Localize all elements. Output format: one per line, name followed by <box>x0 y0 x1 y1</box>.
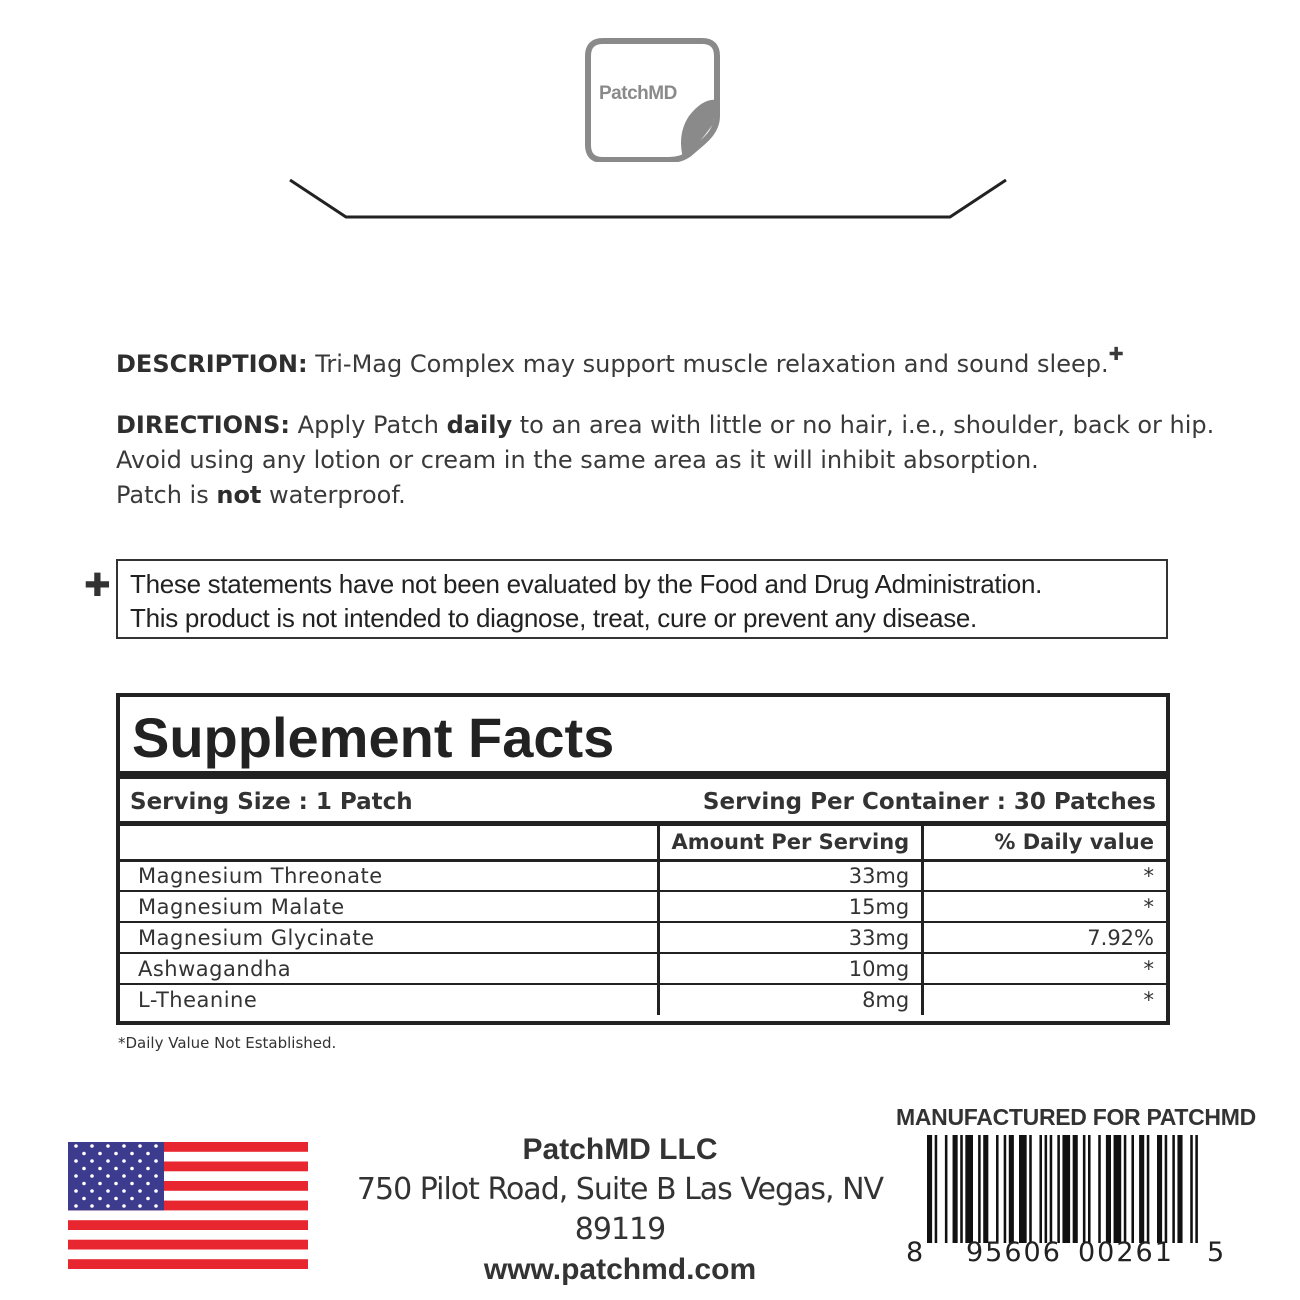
barcode-bar <box>1172 1135 1175 1243</box>
ingredient-amount: 8mg <box>658 984 923 1015</box>
barcode-bar <box>1147 1135 1150 1243</box>
ingredient-name: Magnesium Malate <box>120 891 658 922</box>
flag-star <box>74 1204 78 1208</box>
table-row <box>120 953 1166 984</box>
flag-star <box>138 1144 142 1148</box>
flag-star <box>114 1167 118 1171</box>
directions-text: Apply Patch <box>297 411 439 439</box>
flag-star <box>122 1144 126 1148</box>
barcode-bar <box>1131 1135 1134 1243</box>
barcode-bar <box>1088 1135 1091 1243</box>
directions-text: Patch is <box>116 481 209 509</box>
barcode-bar <box>1195 1135 1198 1243</box>
flag-star <box>138 1204 142 1208</box>
flag-star <box>154 1159 158 1163</box>
barcode-bar <box>935 1135 938 1243</box>
barcode-bar <box>1177 1135 1182 1243</box>
ingredient-dv: * <box>923 984 1166 1015</box>
table-row <box>120 984 1166 1015</box>
table-row <box>120 922 1166 953</box>
ingredient-name: Magnesium Threonate <box>120 860 658 891</box>
ingredient-dv: * <box>923 891 1166 922</box>
barcode-bar <box>1165 1135 1168 1243</box>
barcode-bar <box>1106 1135 1111 1243</box>
directions-emphasis: daily <box>446 411 513 439</box>
plus-icon: ✚ <box>84 566 111 604</box>
supplement-facts-panel <box>116 693 1170 1025</box>
barcode-bar <box>1045 1135 1048 1243</box>
flag-star <box>138 1189 142 1193</box>
ingredient-dv: * <box>923 953 1166 984</box>
flag-star <box>130 1182 134 1186</box>
flag-star <box>98 1152 102 1156</box>
barcode-bar <box>1050 1135 1053 1243</box>
company-name: PatchMD LLC <box>522 1133 718 1166</box>
flag-star <box>98 1182 102 1186</box>
serving-size: Serving Size : 1 Patch <box>130 789 413 815</box>
ingredient-dv: * <box>923 860 1166 891</box>
barcode-bar <box>1009 1135 1014 1243</box>
ingredient-name: L-Theanine <box>138 988 258 1012</box>
supplement-facts-table <box>120 826 1166 1015</box>
barcode-bar <box>1019 1135 1027 1243</box>
ingredient-amount: 33mg <box>658 860 923 891</box>
barcode-bar <box>1157 1135 1162 1243</box>
flag-star <box>74 1144 78 1148</box>
barcode-digit: 5 <box>1207 1237 1225 1268</box>
package-outline <box>0 0 1300 240</box>
flag-star <box>122 1174 126 1178</box>
flag-star <box>146 1167 150 1171</box>
barcode-bar <box>1124 1135 1127 1243</box>
barcode-bar <box>960 1135 963 1243</box>
barcode-bar <box>1057 1135 1060 1243</box>
footnote: *Daily Value Not Established. <box>118 1034 337 1052</box>
flag-star <box>154 1204 158 1208</box>
flag-star <box>146 1182 150 1186</box>
barcode-digits-right: 00261 <box>1078 1237 1174 1268</box>
barcode-bar <box>1039 1135 1042 1243</box>
barcode-bar <box>1098 1135 1101 1243</box>
barcode-bar <box>927 1135 932 1243</box>
table-row <box>120 891 1166 922</box>
flag-star <box>90 1204 94 1208</box>
flag-star <box>114 1182 118 1186</box>
flag-star <box>90 1189 94 1193</box>
flag-star <box>82 1197 86 1201</box>
fda-line-1: These statements have not been evaluated by the Food and Drug Administration. <box>130 569 1043 599</box>
barcode-bar <box>1139 1135 1144 1243</box>
ingredient-name: Ashwagandha <box>120 953 658 984</box>
flag-star <box>146 1152 150 1156</box>
ingredient-amount: 33mg <box>658 922 923 953</box>
flag-star <box>122 1189 126 1193</box>
flag-star <box>106 1204 110 1208</box>
flag-star <box>90 1174 94 1178</box>
description-text: Tri-Mag Complex may support muscle relaxation and sound sleep. <box>315 350 1109 378</box>
company-info <box>320 1130 920 1290</box>
header-amount: Amount Per Serving <box>658 826 923 860</box>
table-row <box>120 860 1166 891</box>
company-website: www.patchmd.com <box>483 1253 757 1286</box>
flag-star <box>138 1159 142 1163</box>
directions-emphasis: not <box>216 481 262 509</box>
barcode-bar <box>953 1135 958 1243</box>
directions <box>116 408 1214 513</box>
flag-star <box>114 1197 118 1201</box>
flag-star <box>106 1189 110 1193</box>
flag-star <box>130 1167 134 1171</box>
barcode <box>927 1135 1203 1243</box>
barcode-bar <box>978 1135 981 1243</box>
flag-star <box>74 1174 78 1178</box>
flag-star <box>82 1152 86 1156</box>
ingredient-dv: 7.92% <box>923 922 1166 953</box>
flag-star <box>154 1189 158 1193</box>
barcode-digits-left: 95606 <box>966 1237 1062 1268</box>
flag-star <box>82 1182 86 1186</box>
header-daily-value: % Daily value <box>923 826 1166 860</box>
flag-star <box>106 1174 110 1178</box>
flag-star <box>114 1152 118 1156</box>
table-header-row <box>120 826 1166 860</box>
flag-star <box>90 1159 94 1163</box>
supplement-facts-title: Supplement Facts <box>132 706 615 769</box>
barcode-bar <box>983 1135 988 1243</box>
fda-line-2: This product is not intended to diagnose, treat, cure or prevent any disease. <box>130 603 977 633</box>
barcode-bar <box>945 1135 948 1243</box>
barcode-bar <box>1004 1135 1007 1243</box>
directions-text: waterproof. <box>269 481 406 509</box>
barcode-bar <box>965 1135 973 1243</box>
flag-star <box>138 1174 142 1178</box>
flag-star <box>130 1152 134 1156</box>
barcode-digit: 8 <box>906 1237 924 1268</box>
logo-text: PatchMD <box>599 83 677 104</box>
flag-star <box>146 1197 150 1201</box>
flag-star <box>122 1204 126 1208</box>
directions-line-2: Avoid using any lotion or cream in the same area as it will inhibit absorption. <box>116 446 1039 474</box>
barcode-bar <box>1073 1135 1078 1243</box>
flag-star <box>74 1159 78 1163</box>
flag-star <box>106 1144 110 1148</box>
barcode-bar <box>1083 1135 1086 1243</box>
flag-star <box>130 1197 134 1201</box>
header-cell-blank <box>120 826 658 860</box>
plus-icon: ✚ <box>1108 344 1124 365</box>
flag-star <box>82 1167 86 1171</box>
divider <box>120 771 1166 779</box>
flag-star <box>90 1144 94 1148</box>
manufactured-for: MANUFACTURED FOR PATCHMD <box>896 1104 1256 1130</box>
ingredient-amount: 15mg <box>658 891 923 922</box>
company-address: 750 Pilot Road, Suite B Las Vegas, NV 89119 <box>356 1172 884 1247</box>
flag-star <box>154 1174 158 1178</box>
flag-star <box>98 1197 102 1201</box>
description <box>116 337 1124 382</box>
barcode-bar <box>1114 1135 1122 1243</box>
ingredient-amount: 10mg <box>658 953 923 984</box>
flag-star <box>122 1159 126 1163</box>
barcode-bar <box>1062 1135 1070 1243</box>
directions-text: to an area with little or no hair, i.e., shoulder, back or hip. <box>519 411 1215 439</box>
barcode-bar <box>996 1135 999 1243</box>
flag-star <box>74 1189 78 1193</box>
description-label: DESCRIPTION: <box>116 350 308 378</box>
barcode-bar <box>1190 1135 1193 1243</box>
flag-star <box>106 1159 110 1163</box>
directions-label: DIRECTIONS: <box>116 411 291 439</box>
flag-star <box>154 1144 158 1148</box>
flag-star <box>98 1167 102 1171</box>
us-flag-icon <box>68 1142 308 1269</box>
servings-per-container: Serving Per Container : 30 Patches <box>702 789 1156 815</box>
fda-disclaimer <box>116 559 1168 639</box>
barcode-bar <box>1029 1135 1032 1243</box>
ingredient-name: Magnesium Glycinate <box>120 922 658 953</box>
